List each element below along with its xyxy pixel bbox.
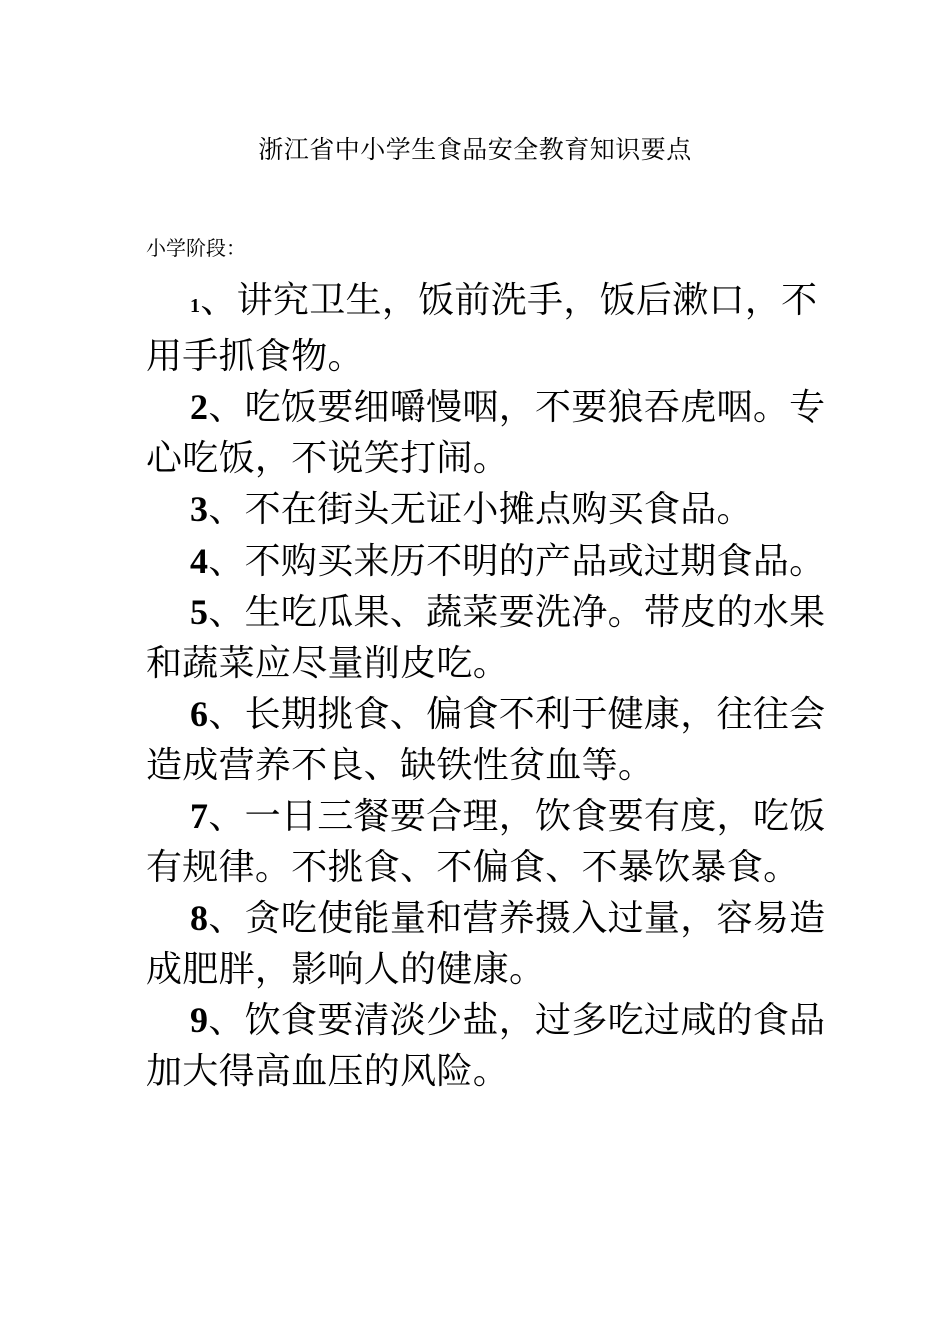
list-item bbox=[146, 276, 836, 382]
item-number: 2 bbox=[190, 387, 209, 427]
item-text: 不购买来历不明的产品或过期食品。 bbox=[244, 540, 826, 582]
section-label: 小学阶段： bbox=[146, 236, 246, 260]
item-number: 3 bbox=[190, 489, 209, 529]
item-number: 1 bbox=[190, 295, 201, 317]
knowledge-list bbox=[146, 276, 836, 1097]
item-number: 5 bbox=[190, 592, 209, 632]
item-number: 8 bbox=[190, 898, 209, 938]
item-separator: 、 bbox=[208, 694, 245, 735]
list-item bbox=[146, 382, 836, 484]
page-title: 浙江省中小学生食品安全教育知识要点 bbox=[258, 135, 692, 164]
item-text: 讲究卫生，饭前洗手，饭后漱口，不用手抓食物。 bbox=[146, 280, 818, 377]
item-separator: 、 bbox=[208, 796, 245, 837]
item-text: 贪吃使能量和营养摄入过量，容易造成肥胖，影响人的健康。 bbox=[146, 898, 826, 990]
item-text: 不在街头无证小摊点购买食品。 bbox=[244, 489, 753, 530]
item-separator: 、 bbox=[208, 592, 245, 633]
item-separator: 、 bbox=[208, 898, 245, 939]
item-number: 4 bbox=[190, 540, 209, 581]
item-separator: 、 bbox=[208, 1000, 245, 1041]
item-text: 吃饭要细嚼慢咽，不要狼吞虎咽。专心吃饭，不说笑打闹。 bbox=[146, 387, 826, 479]
item-text: 生吃瓜果、蔬菜要洗净。带皮的水果和蔬菜应尽量削皮吃。 bbox=[146, 592, 826, 684]
list-item bbox=[146, 587, 836, 689]
list-item bbox=[146, 689, 836, 791]
list-item bbox=[146, 791, 836, 893]
item-separator: 、 bbox=[208, 387, 245, 428]
item-number: 9 bbox=[190, 1000, 209, 1040]
list-item bbox=[146, 484, 836, 536]
list-item bbox=[146, 893, 836, 995]
item-number: 7 bbox=[190, 796, 209, 836]
item-text: 一日三餐要合理，饮食要有度，吃饭有规律。不挑食、不偏食、不暴饮暴食。 bbox=[146, 796, 826, 888]
item-text: 饮食要清淡少盐，过多吃过咸的食品加大得高血压的风险。 bbox=[146, 1000, 826, 1092]
item-number: 6 bbox=[190, 694, 209, 734]
item-text: 长期挑食、偏食不利于健康，往往会造成营养不良、缺铁性贫血等。 bbox=[146, 694, 826, 786]
item-separator: 、 bbox=[200, 280, 237, 321]
item-separator: 、 bbox=[208, 489, 245, 530]
item-separator: 、 bbox=[208, 540, 245, 582]
list-item bbox=[146, 536, 836, 588]
list-item bbox=[146, 995, 836, 1097]
